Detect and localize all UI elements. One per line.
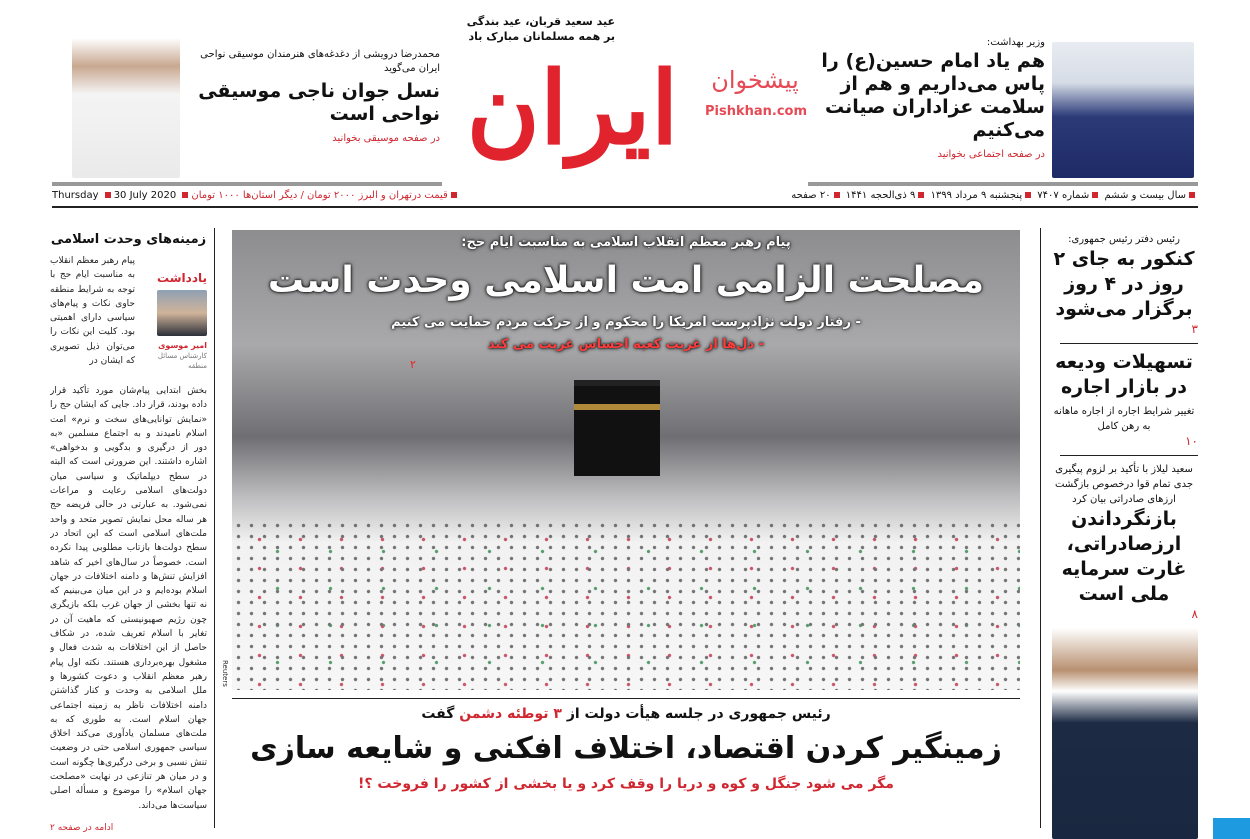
kicker-highlight: ۳ توطئه دشمن [459,706,562,722]
news-headline: بازنگرداندن ارزصادراتی، غارت سرمایه ملی است [1061,508,1187,605]
hijri-date: ۹ ذی‌الحجه ۱۴۴۱ [845,190,916,201]
left-column [50,230,207,835]
header-rule-right [808,182,1198,186]
kaaba-image [574,380,660,476]
author-box [141,254,207,382]
page-ref: ۸ [1191,607,1198,621]
photo-credit: Reuters [221,660,229,687]
column-label: یادداشت [157,271,207,285]
pilgrims-pattern [232,520,1020,690]
news-headline: کنکور به جای ۲ روز در ۴ روز برگزار می‌شود [1053,248,1195,320]
bottom-story [232,704,1020,839]
column-body-intro: پیام رهبر معظم انقلاب به مناسبت ایام حج با توجه به شرایط منطقه حاوی نکات و پیام‌های سیاسی دارای اهمیتی بود. کلیت این نکات را می‌توان ذیل تصویری که ایشان در [50,256,135,367]
weekday: Thursday [52,190,99,201]
gregorian-date: 30 July 2020 [113,190,177,201]
news-headline: تسهیلات ودیعه در بازار اجاره [1055,351,1193,398]
tagline-line: بر همه مسلمانان مبارک باد [468,30,615,43]
price: قیمت درتهران و البرز ۲۰۰۰ تومان / دیگر استان‌ها ۱۰۰۰ تومان [191,190,448,201]
column-title[interactable]: زمینه‌های وحدت اسلامی [50,232,207,247]
page-ref: ۳ [1191,322,1198,336]
kicker-text: رئیس جمهوری در جلسه هیأت دولت از [566,706,831,722]
header-divider [52,206,1198,208]
leilaz-photo [1052,628,1198,839]
page-count: ۲۰ صفحه [791,190,831,201]
scroll-up-button[interactable] [1213,818,1250,839]
teaser-headline: هم یاد امام حسین(ع) را پاس می‌داریم و هم از سلامت عزاداران صیانت می‌کنیم [821,50,1045,141]
column-intro [50,254,207,382]
teaser-health-minister[interactable] [810,36,1045,162]
page-ref: ۱۰ [1185,434,1198,448]
news-sub: تغییر شرایط اجاره از اجاره ماهانه به رهن کامل [1053,406,1195,432]
teaser-more-link[interactable]: در صفحه اجتماعی بخوانید [937,149,1045,160]
news-rent[interactable] [1050,348,1198,451]
right-column-divider [1040,228,1041,828]
teaser-music[interactable] [190,48,440,146]
divider [1060,343,1198,344]
bottom-divider [232,698,1020,699]
masthead-tagline [445,14,615,44]
hero-page-ref: ۲ [410,358,416,371]
divider [1060,455,1198,456]
author-photo [157,290,207,336]
watermark: پیشخوان [711,66,799,94]
bottom-kicker [421,704,830,724]
teaser-headline: نسل جوان ناجی موسیقی نواحی است [198,80,440,125]
kicker-text: گفت [421,706,455,722]
musician-photo [72,38,180,178]
hajj-photo [232,230,1020,690]
health-minister-photo [1052,42,1194,178]
news-konkur[interactable] [1050,230,1198,339]
hero-headline[interactable]: مصلحت الزامی امت اسلامی وحدت است [267,260,985,301]
issue-number: شماره ۷۴۰۷ [1037,190,1090,201]
news-currency[interactable] [1050,460,1198,624]
author-role: کارشناس مسائل منطقه [157,352,207,370]
news-kicker: سعید لیلاز با تأکید بر لزوم پیگیری جدی تمام قوا درخصوص بازگشت ارزهای صادراتی بیان کرد [1054,464,1194,505]
hero-kicker: پیام رهبر معظم انقلاب اسلامی به مناسبت ایام حج: [461,235,791,250]
author-name: امیر موسوی [158,341,207,350]
bottom-headline[interactable]: زمینگیر کردن اقتصاد، اختلاف افکنی و شایعه سازی [250,731,1002,766]
right-column [1050,230,1198,839]
header-rule-left [52,182,442,186]
watermark-url: Pishkhan.com [705,104,808,119]
column-body: بخش ابتدایی پیام‌شان مورد تأکید قرار داده بودند، قرار داد. جایی که ایشان حج را «نمایش توانایی‌های سخت و نرم» امت اسلام نامیدند و به اجتماع مسلمین «به دور از درگیری و بدگویی و بدخواهی» اشاره داشتند. این ضرورتی است که البته در سطح دیپلماتیک و سیاسی میان دولت‌های اسلامی رعایت و مراعات نمی‌شود. به عبارتی در حالی فریضه حج هر ساله محل نمایش تصویر متحد و واحد ملت‌های اسلامی است که این اتحاد در سطح دولت‌ها بازتاب مطلوبی پیدا نکرده است. خصوصاً در سال‌های اخیر که شاهد افزایش تنش‌ها و دامنه اختلافات در جهان اسلام بوده‌ایم و در این میان می‌بینیم که نه تنها بخشی از جهان غرب بلکه بازیگری چون رژیم صهیونیستی که ماهیت آن در تغایر با اسلام تعریف شده، در شکاف حاصل از این اختلافات به شدت فعال و مشغول بهره‌برداری هستند. نکته اول پیام رهبر معظم انقلاب و دعوت کشورها و ملل اسلامی به وحدت و کنار گذاشتن دامنه اختلافات ناظر به زمینه اجتماعی جهان اسلام است. به طوری که به ملت‌های مسلمان یادآوری می‌کند اخلاق سیاسی جمهوری اسلامی حتی در وضعیت تنش نسبی و برخی درگیری‌ها چگونه است و در میان هر تنازعی در نهایت «مصلحت جهان اسلام» را موضوع و مسأله اصلی سیاست‌ها می‌داند. [50,386,207,811]
hero-subheading-red: - دل‌ها از غربت کعبه احساس غربت می کند [487,337,765,352]
bottom-subheading: مگر می شود جنگل و کوه و دریا را وقف کرد و یا بخشی از کشور را فروخت ؟! [358,776,894,792]
persian-date: پنجشنبه ۹ مرداد ۱۳۹۹ [930,190,1023,201]
volume: سال بیست و ششم [1104,190,1186,201]
tagline-line: عید سعید قربان، عید بندگی [466,15,615,28]
teaser-more-link[interactable]: در صفحه موسیقی بخوانید [332,133,440,144]
continued-link[interactable]: ادامه در صفحه ۲ [50,823,114,833]
left-column-divider [214,228,215,828]
newspaper-logo: ایران [466,49,679,167]
news-kicker: رئیس دفتر رئیس جمهوری: [1068,234,1180,245]
issue-info [791,189,1198,203]
price-date [52,189,460,203]
teaser-kicker: محمدرضا درویشی از دغدغه‌های هنرمندان موسیقی نواحی ایران می‌گوید [200,49,440,74]
hero-subheading: - رفتار دولت نژادپرست امریکا را محکوم و از حرکت مردم حمایت می کنیم [391,315,861,330]
teaser-kicker: وزیر بهداشت: [986,37,1045,48]
